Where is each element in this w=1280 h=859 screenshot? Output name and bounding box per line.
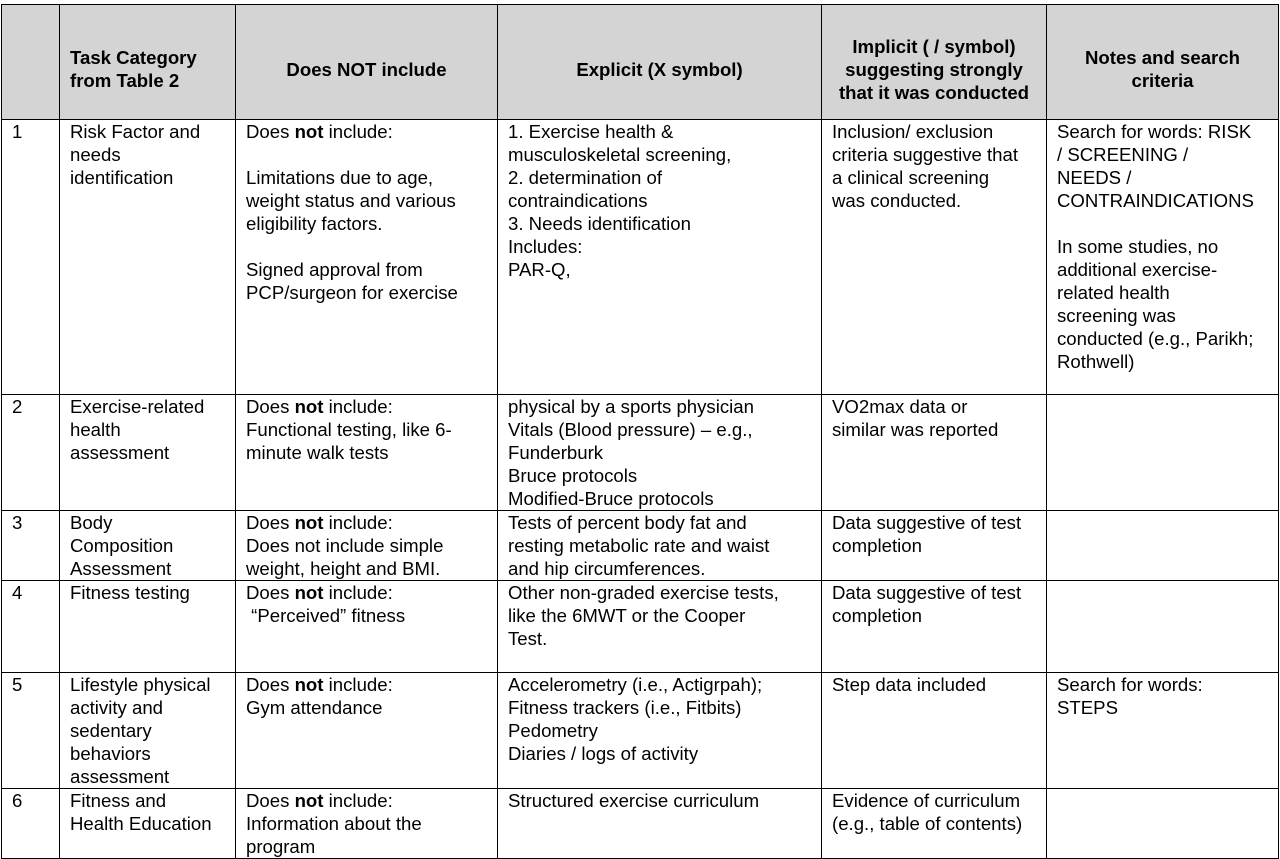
implicit-line: a clinical screening [832,167,990,188]
explicit-line: Pedometry [508,720,598,741]
explicit-line: like the 6MWT or the Cooper [508,605,746,626]
does-not-include-lead: Does not include: [246,674,393,695]
explicit-line: Test. [508,628,548,649]
does-not-include-line: Functional testing, like 6- [246,419,452,440]
notes-line: additional exercise- [1057,259,1218,280]
implicit-line: Step data included [832,674,987,695]
notes-cell [1047,511,1279,581]
does-not-include-cell [236,395,498,511]
task-category-line: identification [70,167,174,188]
task-category-cell [60,395,236,511]
explicit-cell [498,120,822,395]
explicit-line: musculoskeletal screening, [508,144,732,165]
does-not-include-line: Limitations due to age, [246,167,434,188]
row-number: 2 [2,395,60,511]
explicit-line: resting metabolic rate and waist [508,535,770,556]
implicit-line: VO2max data or [832,396,968,417]
does-not-include-line: PCP/surgeon for exercise [246,282,458,303]
notes-cell [1047,581,1279,673]
header-explicit: Explicit (X symbol) [498,5,822,120]
notes-line: Rothwell) [1057,351,1135,372]
does-not-include-line [246,235,487,258]
task-category-line: sedentary [70,720,152,741]
does-not-include-lead: Does not include: [246,790,393,811]
implicit-cell [822,395,1047,511]
does-not-include-cell [236,581,498,673]
does-not-include-line: program [246,836,316,857]
not-emphasis: not [294,674,324,695]
task-category-line: health [70,419,121,440]
explicit-cell [498,789,822,859]
explicit-line: Tests of percent body fat and [508,512,747,533]
notes-line: related health [1057,282,1170,303]
notes-line [1057,212,1268,235]
notes-line: CONTRAINDICATIONS [1057,190,1254,211]
task-category-line: Risk Factor and [70,121,201,142]
not-emphasis: not [294,121,324,142]
implicit-cell [822,673,1047,789]
notes-line: conducted (e.g., Parikh; [1057,328,1254,349]
row-number: 1 [2,120,60,395]
row-number: 5 [2,673,60,789]
explicit-line: Modified-Bruce protocols [508,488,714,509]
notes-line: In some studies, no [1057,236,1219,257]
task-category-cell [60,120,236,395]
does-not-include-line: weight status and various [246,190,456,211]
table-row [2,673,1279,789]
explicit-cell [498,395,822,511]
implicit-cell [822,789,1047,859]
does-not-include-line: weight, height and BMI. [246,558,441,579]
header-does-not-include: Does NOT include [236,5,498,120]
task-category-line: behaviors [70,743,151,764]
does-not-include-line: Information about the [246,813,422,834]
table-row [2,120,1279,395]
explicit-line: Vitals (Blood pressure) – e.g., [508,419,753,440]
does-not-include-line: minute walk tests [246,442,389,463]
header-number [2,5,60,120]
explicit-cell [498,673,822,789]
does-not-include-line: eligibility factors. [246,213,383,234]
implicit-line: Data suggestive of test [832,512,1022,533]
header-implicit: Implicit ( / symbol) suggesting strongly that it was conducted [822,5,1047,120]
implicit-line: Evidence of curriculum [832,790,1021,811]
task-category-line: Body [70,512,113,533]
explicit-cell [498,581,822,673]
does-not-include-line: Does not include simple [246,535,444,556]
table-row [2,395,1279,511]
notes-line: NEEDS / [1057,167,1132,188]
row-number: 6 [2,789,60,859]
task-category-line: Assessment [70,558,172,579]
explicit-line: Fitness trackers (i.e., Fitbits) [508,697,742,718]
row-number: 4 [2,581,60,673]
explicit-line: and hip circumferences. [508,558,706,579]
implicit-line: Inclusion/ exclusion [832,121,994,142]
implicit-cell [822,120,1047,395]
does-not-include-line [246,143,487,166]
does-not-include-lead: Does not include: [246,582,393,603]
does-not-include-line: Signed approval from [246,259,423,280]
does-not-include-cell [236,789,498,859]
task-category-line: activity and [70,697,164,718]
does-not-include-cell [236,673,498,789]
header-task-category: Task Category from Table 2 [60,5,236,120]
notes-cell [1047,120,1279,395]
implicit-line: was conducted. [832,190,962,211]
implicit-line: similar was reported [832,419,999,440]
implicit-line: completion [832,605,922,626]
task-category-cell [60,673,236,789]
not-emphasis: not [294,512,324,533]
does-not-include-lead: Does not include: [246,121,393,142]
not-emphasis: not [294,396,324,417]
implicit-line: completion [832,535,922,556]
task-category-line: Fitness and [70,790,167,811]
does-not-include-lead: Does not include: [246,396,393,417]
explicit-line: 1. Exercise health & [508,121,674,142]
task-category-line: Composition [70,535,174,556]
explicit-line: Structured exercise curriculum [508,790,760,811]
explicit-line: Accelerometry (i.e., Actigrpah); [508,674,763,695]
does-not-include-line: Gym attendance [246,697,383,718]
table-row [2,581,1279,673]
explicit-line: Other non-graded exercise tests, [508,582,779,603]
task-category-cell [60,511,236,581]
notes-line: Search for words: [1057,674,1203,695]
implicit-line: Data suggestive of test [832,582,1022,603]
implicit-line: criteria suggestive that [832,144,1019,165]
explicit-line: 2. determination of [508,167,663,188]
explicit-line: PAR-Q, [508,259,571,280]
table-row [2,511,1279,581]
notes-cell [1047,673,1279,789]
notes-cell [1047,395,1279,511]
explicit-line: Includes: [508,236,583,257]
notes-line: / SCREENING / [1057,144,1189,165]
explicit-cell [498,511,822,581]
header-row [2,5,1279,120]
notes-cell [1047,789,1279,859]
explicit-line: Bruce protocols [508,465,638,486]
not-emphasis: not [294,790,324,811]
task-category-line: assessment [70,766,170,787]
criteria-table [1,4,1279,859]
not-emphasis: not [294,582,324,603]
table-row [2,789,1279,859]
implicit-cell [822,511,1047,581]
task-category-line: Health Education [70,813,212,834]
does-not-include-line: “Perceived” fitness [246,605,406,626]
notes-line: STEPS [1057,697,1118,718]
task-category-line: needs [70,144,121,165]
task-category-line: Exercise-related [70,396,205,417]
task-category-line: Lifestyle physical [70,674,211,695]
explicit-line: Funderburk [508,442,604,463]
does-not-include-cell [236,511,498,581]
notes-line: screening was [1057,305,1176,326]
task-category-line: Fitness testing [70,582,190,603]
row-number: 3 [2,511,60,581]
header-notes: Notes and search criteria [1047,5,1279,120]
implicit-cell [822,581,1047,673]
task-category-cell [60,789,236,859]
task-category-cell [60,581,236,673]
does-not-include-cell [236,120,498,395]
does-not-include-lead: Does not include: [246,512,393,533]
explicit-line: Diaries / logs of activity [508,743,699,764]
task-category-line: assessment [70,442,170,463]
explicit-line: 3. Needs identification [508,213,691,234]
explicit-line: physical by a sports physician [508,396,754,417]
explicit-line: contraindications [508,190,648,211]
notes-line: Search for words: RISK [1057,121,1252,142]
implicit-line: (e.g., table of contents) [832,813,1023,834]
